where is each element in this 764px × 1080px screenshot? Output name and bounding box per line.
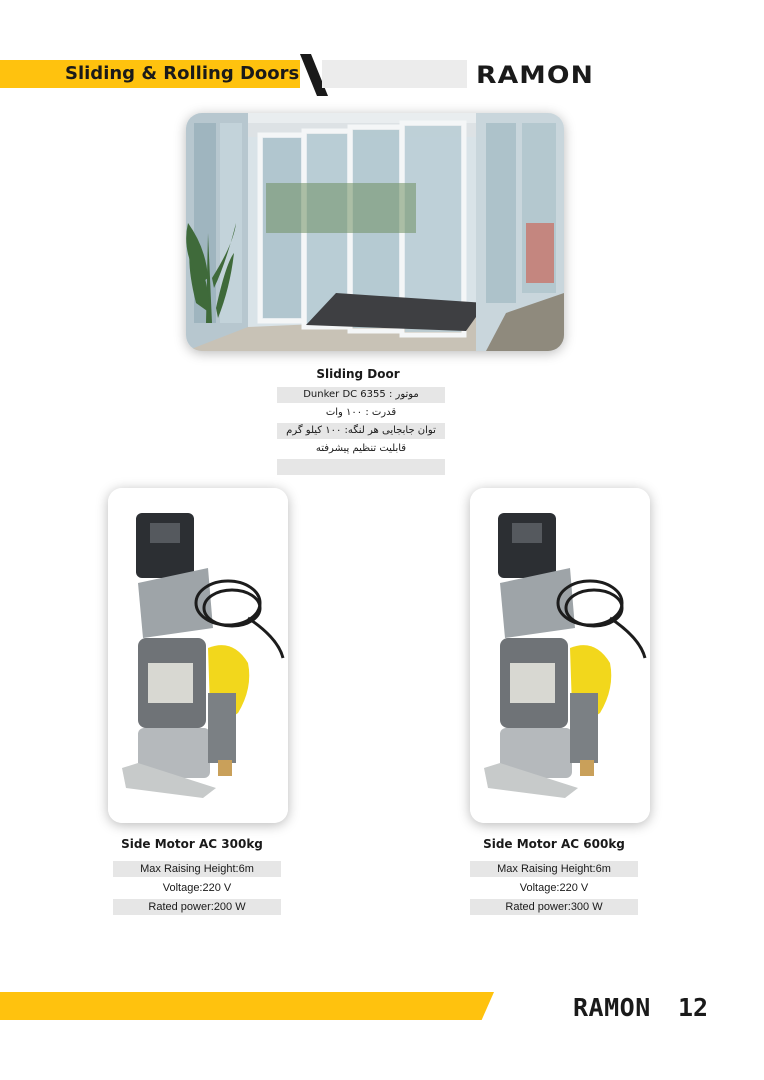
spec-advanced-setting: قابلیت تنظیم پیشرفته xyxy=(315,443,407,454)
page-title: Sliding & Rolling Doors xyxy=(65,63,300,84)
motor-600kg-rated-power: Rated power:300 W xyxy=(470,899,638,915)
ramon-logo xyxy=(476,59,596,89)
svg-text:RAMON: RAMON xyxy=(476,61,594,89)
footer-accent-bar xyxy=(0,992,494,1020)
spec-empty-row xyxy=(277,459,445,475)
sliding-door-photo xyxy=(186,113,564,351)
motor-300kg-rated-power: Rated power:200 W xyxy=(113,899,281,915)
footer-brand: RAMON xyxy=(573,993,651,1022)
motor-300kg-photo xyxy=(108,488,288,823)
spec-capacity: توان جابجایی هر لنگه: ۱۰۰ کیلو گرم xyxy=(277,423,445,439)
motor-300kg-title: Side Motor AC 300kg xyxy=(121,837,263,851)
motor-600kg-max-height: Max Raising Height:6m xyxy=(470,861,638,877)
spec-power: قدرت : ۱۰۰ وات xyxy=(325,407,397,418)
motor-600kg-voltage: Voltage:220 V xyxy=(519,882,589,894)
motor-300kg-voltage: Voltage:220 V xyxy=(162,882,232,894)
motor-600kg-title: Side Motor AC 600kg xyxy=(483,837,625,851)
motor-300kg-max-height: Max Raising Height:6m xyxy=(113,861,281,877)
spec-motor: موتور : Dunker DC 6355 xyxy=(277,387,445,403)
header-grey-bar xyxy=(322,60,467,88)
motor-600kg-photo xyxy=(470,488,650,823)
page-number: 12 xyxy=(678,993,709,1022)
sliding-door-title: Sliding Door xyxy=(316,367,400,381)
